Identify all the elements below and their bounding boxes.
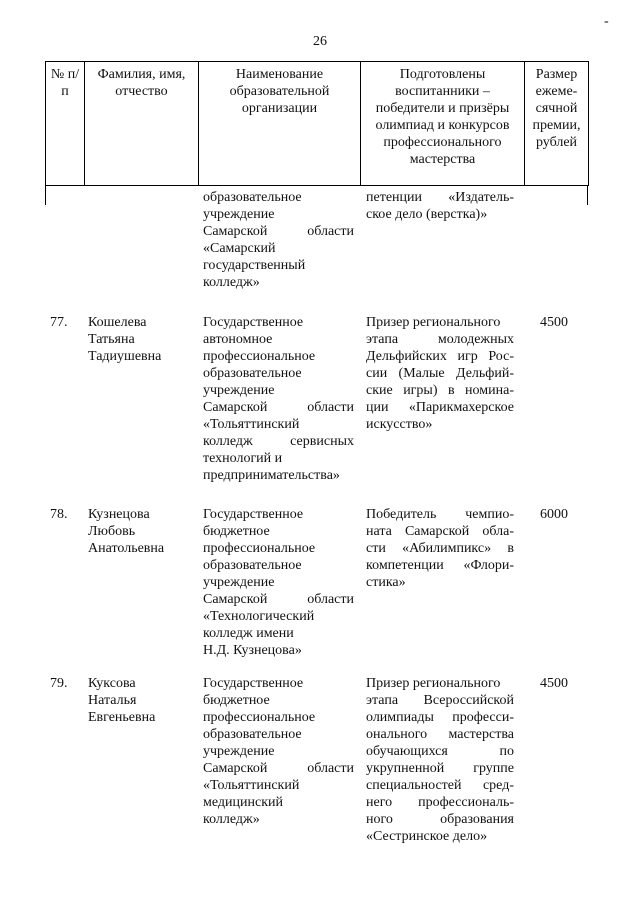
- row-78-achievements: Победитель чемпио- ната Самарской обла- сти «Абилимпикс» в компетенции «Флори- стика»: [366, 507, 514, 590]
- row-79-amount: 4500: [540, 676, 568, 691]
- header-org: Наименование образовательной организации: [199, 62, 361, 186]
- row-78-num: 78.: [50, 507, 68, 522]
- row-78-org: Государственное бюджетное профессиональное образовательное учреждение Самарской области «Технологический колледж имени Н.Д. Кузнецова»: [203, 507, 354, 658]
- table-border-right: [587, 185, 588, 205]
- row-79-achievements: Призер регионального этапа Всероссийской олимпиады професси- онального мастерства обучающихся по укрупненной группе специальностей сред- него профессиональ- ного образования «Сестринское дело»: [366, 676, 514, 844]
- row-77-num: 77.: [50, 315, 68, 330]
- row-77-achievements: Призер регионального этапа молодежных Дельфийских игр Рос- сии (Малые Дельфий- ские игры) в номина- ции «Парикмахерское искусство»: [366, 315, 514, 432]
- row-79-fio: Куксова Наталья Евгеньевна: [88, 676, 156, 725]
- row-77-fio: Кошелева Татьяна Тадиушевна: [88, 315, 162, 364]
- continued-org: образовательное учреждение Самарской области «Самарский государственный колледж»: [203, 190, 354, 290]
- header-achievements: Подготовлены воспитанники – победители и призёры олимпиад и конкурсов профессионального мастерства: [361, 62, 525, 186]
- header-num: № п/п: [46, 62, 85, 186]
- continued-achievements: петенции «Издатель- ское дело (верстка)»: [366, 190, 514, 222]
- row-78-fio: Кузнецова Любовь Анатольевна: [88, 507, 165, 556]
- row-79-org: Государственное бюджетное профессиональное образовательное учреждение Самарской области «Тольяттинский медицинский колледж»: [203, 676, 354, 827]
- row-77-org: Государственное автономное профессиональное образовательное учреждение Самарской области «Тольяттинский колледж сервисных технологий и предпринимательства»: [203, 315, 354, 483]
- row-78-amount: 6000: [540, 507, 568, 522]
- row-79-num: 79.: [50, 676, 68, 691]
- row-77-amount: 4500: [540, 315, 568, 330]
- header-fio: Фамилия, имя, отчество: [85, 62, 199, 186]
- page-number: 26: [313, 34, 327, 49]
- header-amount: Размер ежеме-сячной премии, рублей: [525, 62, 589, 186]
- table-header: [45, 61, 589, 186]
- table-border-left: [45, 185, 46, 205]
- corner-mark: -: [604, 14, 609, 29]
